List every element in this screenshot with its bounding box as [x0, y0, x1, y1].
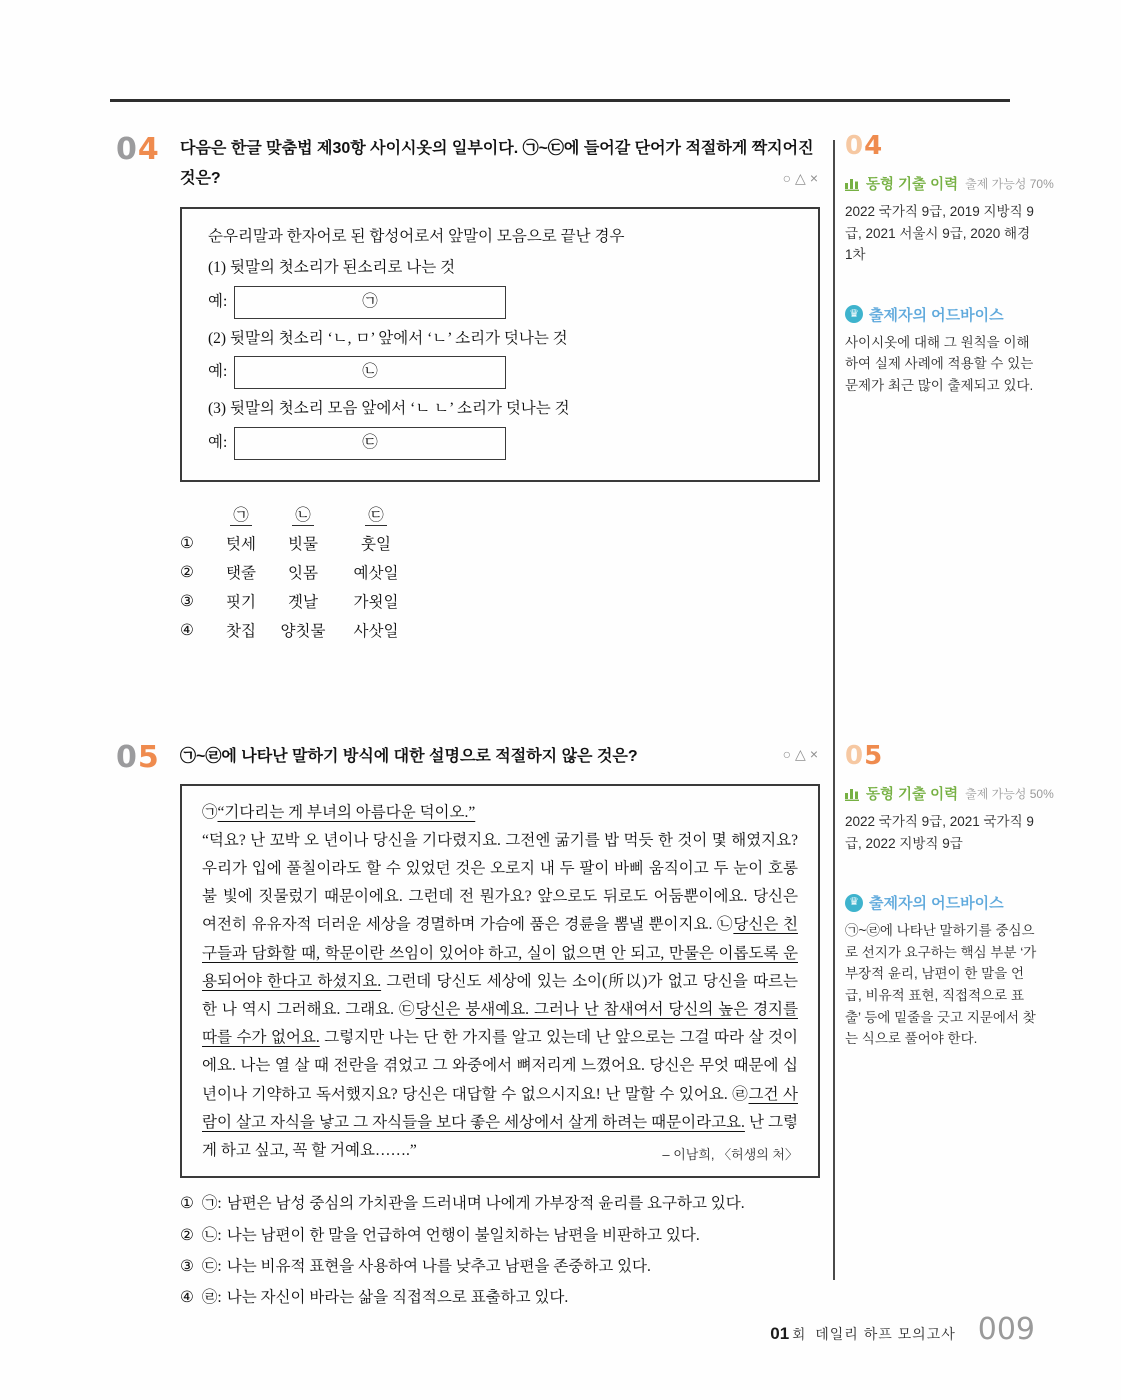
probability-label: 출제 가능성 50%	[965, 787, 1054, 801]
advice-title-row	[845, 304, 1037, 325]
option-number: ①	[180, 534, 194, 552]
history-text: 2022 국가직 9급, 2021 국가직 9급, 2022 지방직 9급	[845, 814, 1034, 851]
question-04-header	[110, 134, 822, 193]
answer-option-2	[180, 1226, 822, 1245]
option-text: 나는 비유적 표현을 사용하여 나를 낮추고 남편을 존중하고 있다.	[226, 1257, 651, 1275]
advice-text: ㉠~㉣에 나타난 말하기를 중심으로 선지가 요구하는 핵심 부분 ‘가부장적 윤리, 남편이 한 말을 언급, 비유적 표현, 직접적으로 표출’ 등에 밑줄을 긋고 지문에서 찾는 식으로 풀어야 한다.	[845, 923, 1037, 1047]
underlined-quote-2: 당신은 친구들과 담화할 때, 학문이란 쓰임이 있어야 하고, 실이 없으면 안 되고, 만물은 이롭도록 운용되어야 한다고 하셨지요.	[202, 916, 798, 990]
question-05	[110, 742, 822, 1320]
question-stem: ㉠~㉣에 나타난 말하기 방식에 대한 설명으로 적절하지 않은 것은?	[180, 748, 638, 765]
passage-text: 그런데 당신도 세상에 있는 소이(所以)가 없고 당신을 따르는 한 나 역시 그러해요. 그래요.	[202, 972, 798, 1019]
crown-icon: ♛	[845, 305, 863, 323]
sidebar-number-zero: 0	[845, 131, 865, 161]
rule-intro: 순우리말과 한자어로 된 합성어로서 앞말이 모음으로 끝난 경우	[208, 228, 625, 246]
question-number	[116, 132, 160, 167]
header-mark-2: ㉡	[292, 507, 314, 526]
option-word: 핏기	[226, 594, 256, 612]
example-row-2	[208, 356, 798, 389]
answer-header-row	[180, 500, 822, 529]
column-divider	[833, 140, 835, 1280]
advice-title: 출제자의 어드바이스	[869, 306, 1004, 324]
passage-marker-2: ㉡	[717, 916, 734, 934]
option-word: 잇몸	[288, 565, 318, 583]
sidebar-number-digit: 4	[864, 131, 884, 161]
sidebar-q04	[845, 131, 1054, 397]
blank-marker-2: ㉡	[362, 363, 378, 381]
option-number: ④	[180, 621, 194, 639]
sidebar-number-digit: 5	[864, 741, 884, 771]
passage-source: – 이남희, 〈허생의 처〉	[662, 1147, 798, 1163]
rule-item-1: (1) 뒷말의 첫소리가 된소리로 나는 것	[208, 258, 456, 276]
rule-item-2: (2) 뒷말의 첫소리 ‘ㄴ, ㅁ’ 앞에서 ‘ㄴ’ 소리가 덧나는 것	[208, 329, 568, 347]
answer-option-4	[180, 616, 822, 645]
rule-item-3: (3) 뒷말의 첫소리 모음 앞에서 ‘ㄴ ㄴ’ 소리가 덧나는 것	[208, 400, 570, 418]
sidebar-number-zero: 0	[845, 741, 865, 771]
answer-option-1	[180, 529, 822, 558]
option-word: 텃세	[226, 536, 256, 554]
answer-options-q04	[180, 500, 822, 645]
question-number-zero: 0	[116, 132, 138, 167]
history-title-row	[845, 173, 1054, 194]
sidebar-spacer	[845, 266, 1037, 304]
history-title: 동형 기출 이력	[866, 177, 959, 193]
header-col-2	[270, 503, 336, 525]
sidebar-question-number	[845, 741, 1037, 771]
answer-option-3	[180, 1257, 822, 1276]
passage-marker-1: ㉠	[202, 803, 218, 821]
passage-marker-4: ㉣	[732, 1085, 749, 1103]
blank-marker-1: ㉠	[362, 292, 378, 310]
answer-options-q05	[180, 1194, 822, 1308]
underlined-quote-3: 당신은 붕새예요. 그러나 난 참새여서 당신의 높은 경지를 따를 수가 없어요.	[202, 1001, 798, 1047]
passage-text: 난 그렇게 하고 싶고, 꼭 할 거예요…….”	[202, 1113, 798, 1160]
top-rule	[110, 99, 1010, 102]
header-col-3	[336, 503, 416, 525]
round-suffix: 회	[792, 1327, 806, 1342]
option-text: 남편은 남성 중심의 가치관을 드러내며 나에게 가부장적 윤리를 요구하고 있다.	[226, 1195, 745, 1213]
round-number: 01	[770, 1324, 790, 1343]
example-blank-1	[234, 286, 506, 319]
question-number-zero: 0	[116, 740, 138, 775]
advice-text: 사이시옷에 대해 그 원칙을 이해하여 실제 사례에 적용할 수 있는 문제가 최근 많이 출제되고 있다.	[845, 334, 1034, 393]
self-check-marks: ○△×	[782, 170, 822, 186]
example-row-3	[208, 427, 798, 460]
option-word: 훗일	[361, 536, 391, 554]
example-blank-3	[234, 427, 506, 460]
sidebar-q05	[845, 741, 1054, 1050]
header-mark-3: ㉢	[365, 507, 387, 526]
passage-marker-3: ㉢	[398, 1001, 416, 1019]
option-word: 가욋일	[353, 594, 399, 612]
option-text: 나는 자신이 바라는 삶을 직접적으로 표출하고 있다.	[226, 1289, 569, 1307]
option-number: ③	[180, 1257, 194, 1275]
answer-option-4	[180, 1288, 822, 1307]
underlined-quote-1: “기다리는 게 부녀의 아름다운 덕이오.”	[217, 803, 476, 821]
option-marker: ㉢:	[201, 1257, 222, 1275]
example-label: 예:	[208, 434, 228, 452]
question-number-digit: 5	[137, 740, 160, 775]
question-stem: 다음은 한글 맞춤법 제30항 사이시옷의 일부이다. ㉠~㉢에 들어갈 단어가 적절하게 짝지어진 것은?	[180, 140, 814, 187]
booklet-title: 데일리 하프 모의고사	[815, 1326, 956, 1342]
option-number: ④	[180, 1289, 194, 1307]
question-number-digit: 4	[137, 132, 160, 167]
bar-chart-icon	[845, 787, 860, 801]
option-word: 빗물	[288, 536, 318, 554]
probability-label: 출제 가능성 70%	[965, 177, 1054, 191]
answer-option-2	[180, 558, 822, 587]
example-blank-2	[234, 356, 506, 389]
option-word: 양칫물	[280, 623, 326, 641]
advice-title: 출제자의 어드바이스	[869, 895, 1004, 913]
advice-title-row	[845, 892, 1037, 913]
option-word: 탯줄	[226, 565, 256, 583]
option-number: ②	[180, 1226, 194, 1244]
option-marker: ㉠:	[201, 1195, 222, 1213]
option-word: 곗날	[288, 594, 318, 612]
question-05-header	[110, 740, 822, 775]
option-word: 사삿일	[353, 623, 399, 641]
sidebar-spacer	[845, 854, 1037, 892]
crown-icon: ♛	[845, 894, 863, 912]
bar-chart-icon	[845, 177, 860, 191]
blank-marker-3: ㉢	[362, 434, 378, 452]
spelling-rule-box	[180, 207, 820, 482]
option-text: 나는 남편이 한 말을 언급하여 언행이 불일치하는 남편을 비판하고 있다.	[226, 1226, 700, 1244]
example-row-1	[208, 286, 798, 319]
option-word: 찻집	[226, 623, 256, 641]
underlined-quote-4: 그건 사람이 살고 자식을 낳고 그 자식들을 보다 좋은 세상에서 살게 하려는 때문이라고요.	[202, 1085, 798, 1131]
header-mark-1: ㉠	[230, 507, 252, 526]
example-label: 예:	[208, 363, 228, 381]
option-word: 예삿일	[353, 565, 399, 583]
option-marker: ㉡:	[201, 1226, 222, 1244]
answer-option-1	[180, 1194, 822, 1213]
answer-option-3	[180, 587, 822, 616]
history-text: 2022 국가직 9급, 2019 지방직 9급, 2021 서울시 9급, 2020 해경 1차	[845, 204, 1034, 263]
option-number: ③	[180, 592, 194, 610]
passage-text: 그렇지만 나는 단 한 가지를 알고 있는데 난 앞으로는 그걸 따라 살 것이에요. 나는 열 살 때 전란을 겪었고 그 와중에서 뼈저리게 느꼈어요. 당신은 무엇 때문에 십 년이나 기약하고 독서했지요? 당신은 대답할 수 없으시지요! 난 말할 수 있어요.	[202, 1029, 798, 1103]
history-title-row	[845, 783, 1054, 804]
passage-box	[180, 784, 820, 1179]
history-title: 동형 기출 이력	[866, 787, 959, 803]
question-04	[110, 134, 822, 645]
page-number: 009	[977, 1312, 1035, 1347]
option-number: ①	[180, 1195, 194, 1213]
self-check-marks: ○△×	[782, 746, 822, 762]
example-label: 예:	[208, 292, 228, 310]
literary-passage	[202, 799, 798, 1166]
page-footer	[770, 1312, 1035, 1347]
header-col-1	[212, 503, 270, 525]
question-number	[116, 740, 160, 775]
option-marker: ㉣:	[201, 1289, 222, 1307]
option-number: ②	[180, 563, 194, 581]
sidebar-question-number	[845, 131, 1037, 161]
passage-text: “덕요? 난 꼬박 오 년이나 당신을 기다렸지요. 그전엔 굶기를 밥 먹듯 한 것이 몇 해였지요? 우리가 입에 풀칠이라도 할 수 있었던 것은 오로지 내 두 팔이 바삐 움직이고 두 눈이 호롱불 빛에 짓물렀기 때문이에요. 그런데 전 뭔가요? 앞으로도 뒤로도 어둠뿐이에요. 당신은 여전히 유유자적 더러운 세상을 경멸하며 가슴에 품은 경륜을 뽐낼 뿐이지요.	[202, 831, 798, 934]
